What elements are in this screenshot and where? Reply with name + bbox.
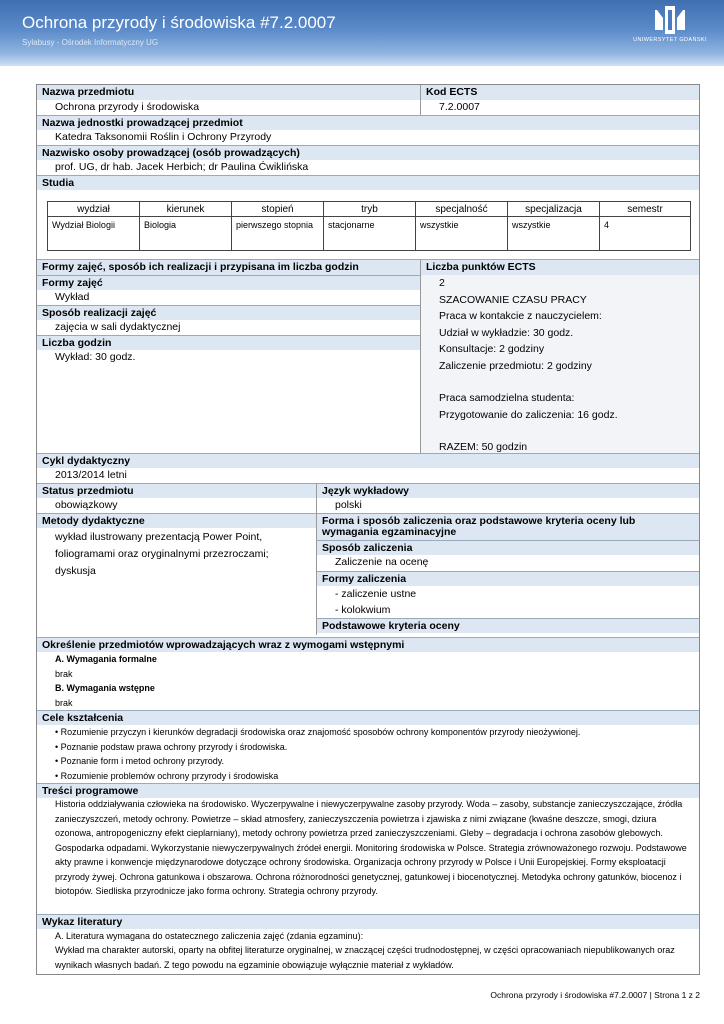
language-value: polski — [335, 499, 362, 511]
studia-header-cell: wydział — [48, 202, 140, 216]
ects-code-value: 7.2.0007 — [439, 101, 480, 113]
sposob-label: Sposób realizacji zajęć — [37, 305, 420, 320]
assessment-form-item: - zaliczenie ustne — [335, 587, 417, 600]
literature-label: Wykaz literatury — [37, 914, 699, 929]
literature-text: Wykład ma charakter autorski, oparty na obfitej literaturze oryginalnej, w znaczącej części trudnodostępnej, w części opracowaniach niepublikowanych oraz wynikach własnych badań. Z tego powodu na egzaminie obowiązuje wyłącznie materiał z wykładów. — [55, 945, 675, 970]
requirements-initial-label: B. Wymagania wstępne — [55, 683, 155, 693]
studia-value-cell: wszystkie — [508, 217, 600, 250]
studia-header-cell: stopień — [232, 202, 324, 216]
studia-value-cell: Biologia — [140, 217, 232, 250]
assessment-label: Forma i sposób zaliczenia oraz podstawowe kryteria oceny lub wymagania egzaminacyjne — [317, 513, 699, 540]
ects-line: Zaliczenie przedmiotu: 2 godziny — [439, 359, 592, 372]
status-label: Status przedmiotu — [37, 483, 316, 498]
studia-value-cell: Wydział Biologii — [48, 217, 140, 250]
logo-text: UNIWERSYTET GDAŃSKI — [633, 37, 707, 43]
unit-label: Nazwa jednostki prowadzącej przedmiot — [37, 115, 699, 130]
studia-value-cell: stacjonarne — [324, 217, 416, 250]
studia-header-cell: tryb — [324, 202, 416, 216]
language-cell — [317, 483, 699, 513]
ects-line: Praca w kontakcie z nauczycielem: — [439, 310, 602, 322]
methods-label: Metody dydaktyczne — [37, 513, 316, 528]
status-row — [37, 483, 699, 513]
ects-line: Przygotowanie do zaliczenia: 16 godz. — [439, 408, 618, 421]
ects-spacer — [421, 374, 699, 390]
studia-header-cell: specjalizacja — [508, 202, 600, 216]
formy-label: Formy zajęć — [37, 275, 420, 290]
course-name-value: Ochrona przyrody i środowiska — [55, 101, 200, 113]
page-subtitle: Sylabusy - Ośrodek Informatyczny UG — [22, 38, 159, 47]
formy-left — [37, 260, 421, 456]
cykl-value: 2013/2014 letni — [55, 469, 127, 481]
program-content-label: Treści programowe — [37, 783, 699, 798]
methods-row — [37, 513, 699, 635]
formy-value: Wykład — [55, 291, 90, 303]
methods-cell — [37, 513, 317, 635]
studia-header-cell: specjalność — [416, 202, 508, 216]
ects-points-label: Liczba punktów ECTS — [421, 260, 699, 275]
university-crest-icon — [653, 6, 687, 34]
ects-code-label: Kod ECTS — [421, 85, 699, 100]
requirements-initial-value: brak — [55, 697, 73, 708]
methods-value: wykład ilustrowany prezentacją Power Point, foliogramami oraz oryginalnymi przezroczami; dyskusja — [55, 531, 269, 577]
requirements-label: Określenie przedmiotów wprowadzających wraz z wymogami wstępnymi — [37, 637, 699, 652]
ects-line: SZACOWANIE CZASU PRACY — [439, 293, 587, 306]
ects-code-cell — [421, 85, 699, 115]
page-title: Ochrona przyrody i środowiska #7.2.0007 — [22, 13, 336, 32]
status-value: obowiązkowy — [55, 499, 118, 511]
ects-line: Praca samodzielna studenta: — [439, 392, 575, 404]
goal-item: • Poznanie form i metod ochrony przyrody. — [55, 756, 225, 766]
ects-points-panel — [421, 260, 699, 456]
ects-line: Udział w wykładzie: 30 godz. — [439, 326, 574, 339]
liczba-godzin-label: Liczba godzin — [37, 335, 420, 350]
liczba-godzin-value: Wykład: 30 godz. — [55, 351, 136, 363]
page-banner — [0, 0, 724, 66]
literature-required-label: A. Literatura wymagana do ostatecznego zaliczenia zajęć (zdania egzaminu): — [55, 931, 364, 941]
university-logo — [628, 6, 712, 52]
formy-section — [37, 259, 699, 455]
syllabus-document — [36, 84, 700, 975]
status-cell — [37, 483, 317, 513]
teachers-label: Nazwisko osoby prowadzącej (osób prowadzących) — [37, 145, 699, 160]
requirements-formal-label: A. Wymagania formalne — [55, 654, 157, 664]
goals-label: Cele kształcenia — [37, 710, 699, 725]
studia-header-cell: kierunek — [140, 202, 232, 216]
goal-item: • Rozumienie problemów ochrony przyrody i środowiska — [55, 770, 279, 781]
criteria-label: Podstawowe kryteria oceny — [317, 618, 699, 633]
studia-value-cell: wszystkie — [416, 217, 508, 250]
unit-value: Katedra Taksonomii Roślin i Ochrony Przyrody — [55, 131, 272, 143]
ects-line: Konsultacje: 2 godziny — [439, 343, 545, 355]
studia-value-row — [48, 217, 690, 250]
formy-section-label: Formy zajęć, sposób ich realizacji i przypisana im liczba godzin — [37, 260, 420, 275]
ects-spacer — [421, 423, 699, 439]
course-name-row — [37, 85, 699, 115]
program-content-text: Historia oddziaływania człowieka na środowisko. Wyczerpywalne i niewyczerpywalne zasoby przyrody. Woda – zasoby, substancje zanieczyszczające, źródła zanieczyszczeń, metody ochrony. Powietrze – skład atmosfery, zanieczyszczenia powietrza i zjawiska z nimi związane (kwaśne deszcze, smogi, dziura ozonowa, antropogeniczny efekt cieplarniany), metody ochrony powietrza przed zanieczyszczeniami. Gleby – degradacja i ochrona zasobów glebowych. Gospodarka odpadami. Wykorzystanie niewyczerpywalnych źródeł energii. Monitoring środowiska w Polsce. Strategia zrównoważonego rozwoju. Podstawowe akty prawne i konwencje międzynarodowe dotyczące ochrony środowiska. Organizacja ochrony przyrody w Polsce i Unii Europejskiej. Formy eksploatacji przyrody żywej. Ochrona gatunkowa i obszarowa. Ochrona różnorodności genetycznej, gatunkowej i biocenotycznej. Metodyka ochrony gatunków, biocenoz i biotopów. Siedliska przyrodnicze jako forma ochrony. Strategia ochrony przyrody. — [55, 799, 687, 896]
requirements-formal-value: brak — [55, 668, 73, 679]
page-footer: Ochrona przyrody i środowiska #7.2.0007 | Strona 1 z 2 — [490, 990, 700, 1000]
sposob-value: zajęcia w sali dydaktycznej — [55, 321, 181, 333]
teachers-value: prof. UG, dr hab. Jacek Herbich; dr Paulina Ćwiklińska — [55, 161, 309, 173]
assessment-form-item: - kolokwium — [335, 603, 391, 616]
studia-label: Studia — [37, 175, 699, 190]
studia-table — [47, 201, 691, 251]
studia-header-cell: semestr — [627, 204, 663, 215]
goal-item: • Poznanie podstaw prawa ochrony przyrody i środowiska. — [55, 741, 288, 752]
studia-header-row — [48, 202, 690, 217]
ects-total: RAZEM: 50 godzin — [439, 441, 528, 453]
course-name-label: Nazwa przedmiotu — [37, 85, 420, 100]
studia-value-cell: pierwszego stopnia — [232, 217, 324, 250]
course-name-cell — [37, 85, 421, 115]
goal-item: • Rozumienie przyczyn i kierunków degradacji środowiska oraz znajomość sposobów ochrony komponentów przyrody nieożywionej. — [55, 727, 581, 737]
cykl-label: Cykl dydaktyczny — [37, 453, 699, 468]
language-label: Język wykładowy — [317, 483, 699, 498]
assessment-method-label: Sposób zaliczenia — [317, 540, 699, 555]
assessment-method-value: Zaliczenie na ocenę — [335, 556, 429, 568]
ects-points-value: 2 — [439, 277, 445, 289]
studia-value-cell: 4 — [604, 220, 610, 230]
assessment-cell — [317, 513, 699, 635]
assessment-forms-label: Formy zaliczenia — [317, 571, 699, 586]
